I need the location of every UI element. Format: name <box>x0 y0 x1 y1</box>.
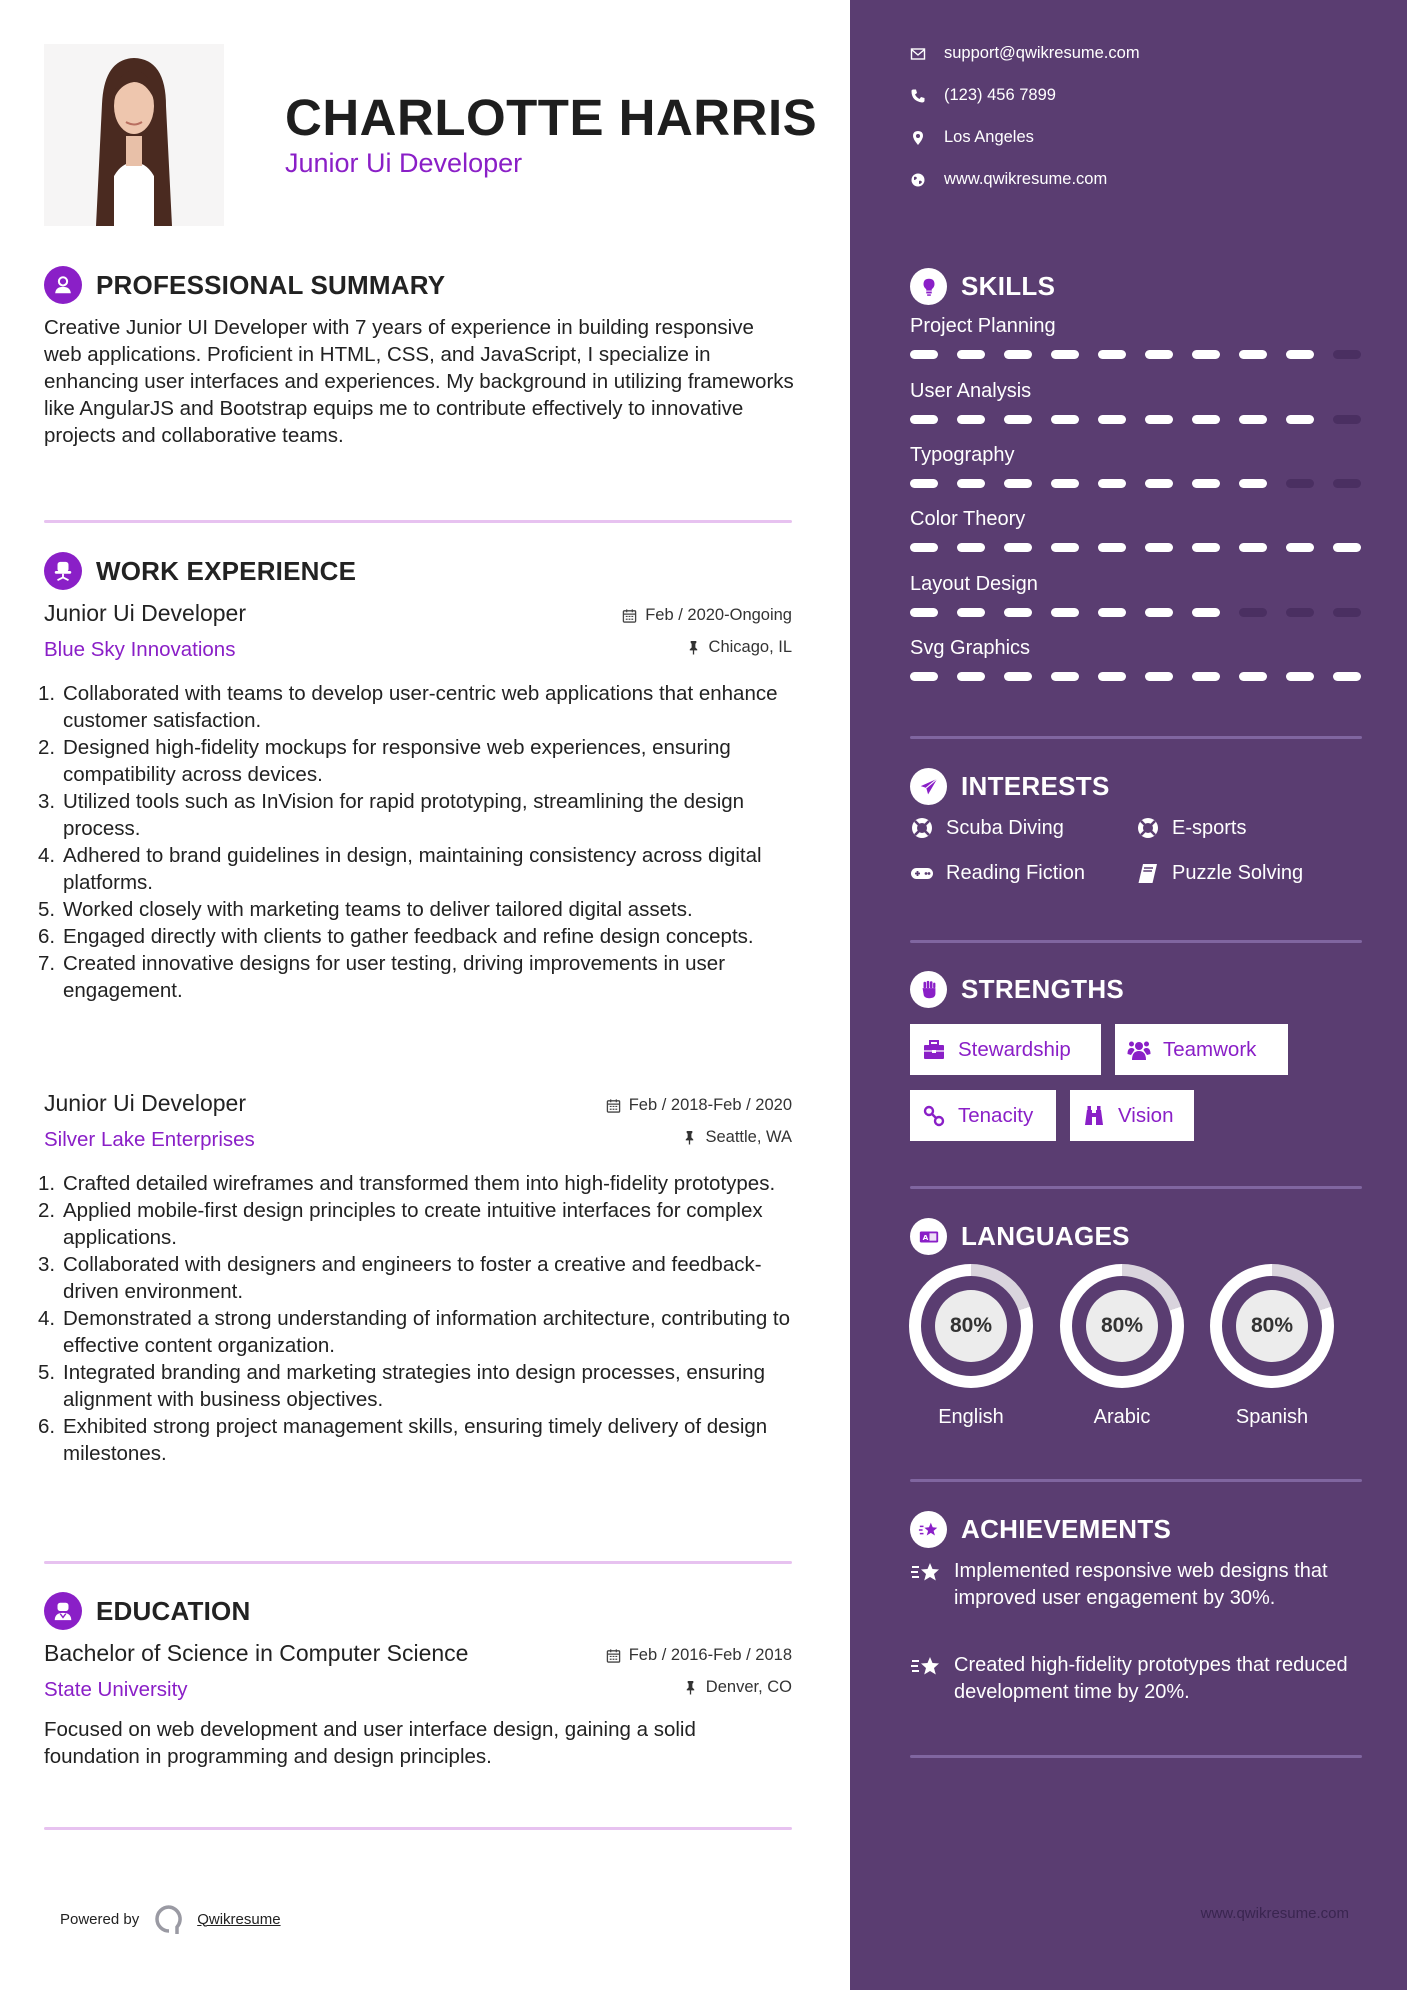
shooting-star-icon <box>910 1511 947 1548</box>
job-entry <box>38 1090 792 1510</box>
lifebuoy-icon <box>1136 816 1160 840</box>
language-percent: 80% <box>935 1290 1007 1362</box>
interest-label: Puzzle Solving <box>1172 861 1304 884</box>
shooting-star-icon <box>910 1652 942 1682</box>
achievement-text: Created high-fidelity prototypes that reduced development time by 20%. <box>954 1654 1348 1703</box>
skill-dot <box>1333 350 1361 359</box>
skill-dot <box>1098 608 1126 617</box>
job-location <box>682 1128 792 1147</box>
bullet: 4. Demonstrated a strong understanding of information architecture, contributing to effective content organization. <box>38 1307 791 1357</box>
education-description: Focused on web development and user interface design, gaining a solid foundation in programming and design principles. <box>44 1718 696 1768</box>
experience-title: WORK EXPERIENCE <box>96 555 357 586</box>
team-icon <box>1127 1038 1151 1062</box>
skill-dot <box>1098 672 1126 681</box>
skill-item <box>910 637 1362 681</box>
location-text: Los Angeles <box>944 128 1034 146</box>
skill-dot <box>1051 479 1079 488</box>
education-date-text: Feb / 2016-Feb / 2018 <box>628 1646 792 1664</box>
skill-level-bar <box>910 350 1362 359</box>
job-date-text: Feb / 2018-Feb / 2020 <box>628 1096 792 1114</box>
job-bullets <box>38 680 794 1004</box>
skill-dot <box>1286 608 1314 617</box>
bullet: 2. Applied mobile-first design principles to create intuitive interfaces for complex applications. <box>38 1199 763 1249</box>
language-percent: 80% <box>1236 1290 1308 1362</box>
skill-dot <box>910 672 938 681</box>
skill-dot <box>1192 415 1220 424</box>
paper-plane-icon <box>910 768 947 805</box>
strengths-title: STRENGTHS <box>961 974 1125 1004</box>
skill-dot <box>1286 479 1314 488</box>
interest-item <box>910 816 1064 840</box>
divider <box>910 1186 1362 1189</box>
interests-heading <box>910 768 1110 805</box>
job-location-text: Seattle, WA <box>705 1128 792 1146</box>
skill-dot <box>1192 350 1220 359</box>
skill-dot <box>1286 350 1314 359</box>
language-percent: 80% <box>1086 1290 1158 1362</box>
interest-label: Reading Fiction <box>946 861 1085 884</box>
skill-dot <box>1098 415 1126 424</box>
bullet: 6. Exhibited strong project management skills, ensuring timely delivery of design milestones. <box>38 1415 768 1465</box>
divider <box>910 940 1362 943</box>
experience-heading <box>44 552 356 590</box>
skill-item <box>910 380 1362 424</box>
calendar-icon <box>606 1098 621 1113</box>
language-name: Spanish <box>1235 1406 1309 1428</box>
skill-name: User Analysis <box>910 380 1032 402</box>
svg-text:A: A <box>922 1232 928 1242</box>
job-date <box>606 1096 792 1115</box>
skill-dot <box>910 415 938 424</box>
achievement-item <box>910 1558 1370 1612</box>
bullet: 7. Created innovative designs for user testing, driving improvements in user engagement. <box>38 952 726 1002</box>
skill-dot <box>1333 415 1361 424</box>
skill-item <box>910 508 1362 552</box>
profile-photo-image <box>44 44 224 226</box>
language-name: English <box>938 1406 1004 1428</box>
job-company: Silver Lake Enterprises <box>44 1128 255 1151</box>
language-name: Arabic <box>1093 1406 1151 1428</box>
interest-item <box>1136 861 1303 885</box>
skill-dot <box>1145 350 1173 359</box>
strength-label: Stewardship <box>958 1037 1071 1061</box>
contact-website <box>910 170 1107 189</box>
phone-icon <box>910 88 926 104</box>
candidate-name: CHARLOTTE HARRIS <box>285 89 818 146</box>
bullet: 3. Utilized tools such as InVision for rapid prototyping, streamlining the design process. <box>38 790 745 840</box>
skill-dot <box>1004 479 1032 488</box>
skill-dot <box>1051 608 1079 617</box>
skill-dot <box>1192 479 1220 488</box>
strength-badge <box>910 1090 1056 1141</box>
skill-level-bar <box>910 415 1362 424</box>
skill-dot <box>1098 350 1126 359</box>
powered-by <box>60 1903 281 1935</box>
skill-dot <box>1145 543 1173 552</box>
qwikresume-link[interactable]: Qwikresume <box>197 1910 281 1928</box>
skill-name: Svg Graphics <box>910 637 1031 659</box>
skill-dot <box>1004 415 1032 424</box>
skill-dot <box>1098 479 1126 488</box>
divider <box>910 1755 1362 1758</box>
job-company: Blue Sky Innovations <box>44 638 236 661</box>
divider <box>44 520 792 523</box>
language-progress-ring <box>1210 1264 1334 1388</box>
skill-dot <box>957 543 985 552</box>
skills-heading <box>910 268 1055 305</box>
email-text: support@qwikresume.com <box>944 44 1140 62</box>
language-item <box>1060 1264 1184 1429</box>
skill-dot <box>1239 543 1267 552</box>
binoculars-icon <box>1082 1104 1106 1128</box>
bullet: 1. Collaborated with teams to develop user-centric web applications that enhance customer satisfaction. <box>38 682 778 732</box>
skill-dot <box>1239 608 1267 617</box>
powered-by-text: Powered by <box>60 1910 140 1928</box>
school: State University <box>44 1678 188 1701</box>
interest-item <box>1136 816 1246 840</box>
skill-dot <box>1192 608 1220 617</box>
skill-dot <box>1004 672 1032 681</box>
envelope-icon <box>910 46 926 62</box>
bullet: 6. Engaged directly with clients to gather feedback and refine design concepts. <box>38 925 754 948</box>
graduate-icon <box>44 1592 82 1630</box>
skill-dot <box>1333 608 1361 617</box>
education-date <box>606 1646 792 1665</box>
languages-heading <box>910 1218 1130 1255</box>
summary-text: Creative Junior UI Developer with 7 years of experience in building responsive web applications. Proficient in HTML, CSS, and JavaScript, I specialize in enhancing user interfaces and experiences. My background in utilizing frameworks like AngularJS and Bootstrap equips me to contribute effectively to innovative projects and collaborative teams. <box>44 316 794 447</box>
strength-label: Tenacity <box>958 1103 1034 1127</box>
skill-dot <box>1333 543 1361 552</box>
calendar-icon <box>606 1648 621 1663</box>
skill-dot <box>1239 350 1267 359</box>
skill-dot <box>1239 672 1267 681</box>
job-location <box>686 638 792 657</box>
divider <box>44 1827 792 1830</box>
skill-dot <box>1333 479 1361 488</box>
strength-badge <box>910 1024 1101 1075</box>
achievement-item <box>910 1652 1370 1706</box>
skill-dot <box>1098 543 1126 552</box>
skill-dot <box>1286 415 1314 424</box>
languages-title: LANGUAGES <box>961 1221 1130 1251</box>
interest-item <box>910 861 1085 885</box>
translate-icon <box>910 1218 947 1255</box>
bullet: 3. Collaborated with designers and engineers to foster a creative and feedback-driven environment. <box>38 1253 762 1303</box>
skill-dot <box>957 672 985 681</box>
job-entry <box>38 600 792 1060</box>
job-bullets <box>38 1170 794 1467</box>
skill-level-bar <box>910 608 1362 617</box>
skill-dot <box>1145 672 1173 681</box>
skill-dot <box>1004 543 1032 552</box>
job-date-text: Feb / 2020-Ongoing <box>645 606 792 624</box>
skill-level-bar <box>910 672 1362 681</box>
profile-photo <box>44 44 224 226</box>
pushpin-icon <box>686 640 701 655</box>
phone-text: (123) 456 7899 <box>944 86 1056 104</box>
education-location <box>683 1678 792 1697</box>
fist-icon <box>910 971 947 1008</box>
skill-name: Project Planning <box>910 315 1056 337</box>
skill-dot <box>1004 350 1032 359</box>
achievements-title: ACHIEVEMENTS <box>961 1514 1172 1544</box>
skill-item <box>910 573 1362 617</box>
bullet: 5. Worked closely with marketing teams to deliver tailored digital assets. <box>38 898 693 921</box>
divider <box>910 736 1362 739</box>
skill-dot <box>1051 350 1079 359</box>
skill-name: Layout Design <box>910 573 1038 595</box>
language-progress-ring <box>909 1264 1033 1388</box>
link-icon <box>922 1104 946 1128</box>
job-date <box>622 606 792 625</box>
skill-dot <box>1004 608 1032 617</box>
job-title: Junior Ui Developer <box>44 1090 246 1116</box>
skills-title: SKILLS <box>961 271 1056 301</box>
bullet: 4. Adhered to brand guidelines in design, maintaining consistency across digital platforms. <box>38 844 762 894</box>
language-item <box>909 1264 1033 1429</box>
gamepad-icon <box>910 861 934 885</box>
skill-dot <box>1239 479 1267 488</box>
contact-email <box>910 44 1140 63</box>
interest-label: E-sports <box>1172 816 1247 839</box>
skill-dot <box>1333 672 1361 681</box>
achievements-heading <box>910 1511 1171 1548</box>
degree: Bachelor of Science in Computer Science <box>44 1640 469 1666</box>
language-progress-ring <box>1060 1264 1184 1388</box>
skill-dot <box>910 350 938 359</box>
pushpin-icon <box>683 1680 698 1695</box>
office-chair-icon <box>44 552 82 590</box>
qwikresume-logo-icon <box>153 1903 185 1935</box>
job-location-text: Chicago, IL <box>708 638 792 656</box>
skill-dot <box>1286 543 1314 552</box>
lightbulb-icon <box>910 268 947 305</box>
skill-item <box>910 444 1362 488</box>
strength-badge <box>1115 1024 1288 1075</box>
interest-label: Scuba Diving <box>946 816 1064 839</box>
achievement-text: Implemented responsive web designs that improved user engagement by 30%. <box>954 1560 1328 1609</box>
skill-name: Typography <box>910 444 1015 466</box>
user-icon <box>44 266 82 304</box>
skill-dot <box>910 479 938 488</box>
education-heading <box>44 1592 250 1630</box>
summary-heading <box>44 266 445 304</box>
education-location-text: Denver, CO <box>705 1678 792 1696</box>
skill-item <box>910 315 1362 359</box>
map-marker-icon <box>910 130 926 146</box>
book-icon <box>1136 861 1160 885</box>
skill-dot <box>1192 543 1220 552</box>
candidate-title: Junior Ui Developer <box>285 148 523 178</box>
footer-website: www.qwikresume.com <box>1200 1905 1349 1922</box>
website-text: www.qwikresume.com <box>944 170 1108 188</box>
skill-dot <box>957 350 985 359</box>
skill-dot <box>1239 415 1267 424</box>
strength-badge <box>1070 1090 1194 1141</box>
skill-level-bar <box>910 479 1362 488</box>
skill-dot <box>957 479 985 488</box>
skill-dot <box>957 608 985 617</box>
interests-title: INTERESTS <box>961 771 1110 801</box>
toolbox-icon <box>922 1038 946 1062</box>
skill-level-bar <box>910 543 1362 552</box>
shooting-star-icon <box>910 1558 942 1588</box>
education-entry <box>44 1640 792 1770</box>
skill-dot <box>1286 672 1314 681</box>
skill-dot <box>1051 543 1079 552</box>
skill-dot <box>910 543 938 552</box>
sidebar <box>850 0 1407 1990</box>
divider <box>44 1561 792 1564</box>
language-item <box>1210 1264 1334 1429</box>
skill-dot <box>1145 415 1173 424</box>
skill-dot <box>910 608 938 617</box>
divider <box>910 1479 1362 1482</box>
bullet: 5. Integrated branding and marketing strategies into design processes, ensuring alignment with business objectives. <box>38 1361 765 1411</box>
bullet: 2. Designed high-fidelity mockups for responsive web experiences, ensuring compatibility across devices. <box>38 736 731 786</box>
contact-phone <box>910 86 1056 105</box>
job-title: Junior Ui Developer <box>44 600 246 626</box>
skill-dot <box>1051 672 1079 681</box>
strength-label: Vision <box>1118 1103 1174 1127</box>
calendar-icon <box>622 608 637 623</box>
skill-dot <box>957 415 985 424</box>
summary-title: PROFESSIONAL SUMMARY <box>96 269 446 300</box>
strengths-heading <box>910 971 1124 1008</box>
strength-label: Teamwork <box>1163 1037 1257 1061</box>
education-title: EDUCATION <box>96 1595 251 1626</box>
pushpin-icon <box>682 1130 697 1145</box>
lifebuoy-icon <box>910 816 934 840</box>
globe-icon <box>910 172 926 188</box>
skill-dot <box>1145 479 1173 488</box>
skill-name: Color Theory <box>910 508 1026 530</box>
skill-dot <box>1192 672 1220 681</box>
skill-dot <box>1145 608 1173 617</box>
bullet: 1. Crafted detailed wireframes and transformed them into high-fidelity prototypes. <box>38 1172 776 1195</box>
skill-dot <box>1051 415 1079 424</box>
contact-location <box>910 128 1034 147</box>
